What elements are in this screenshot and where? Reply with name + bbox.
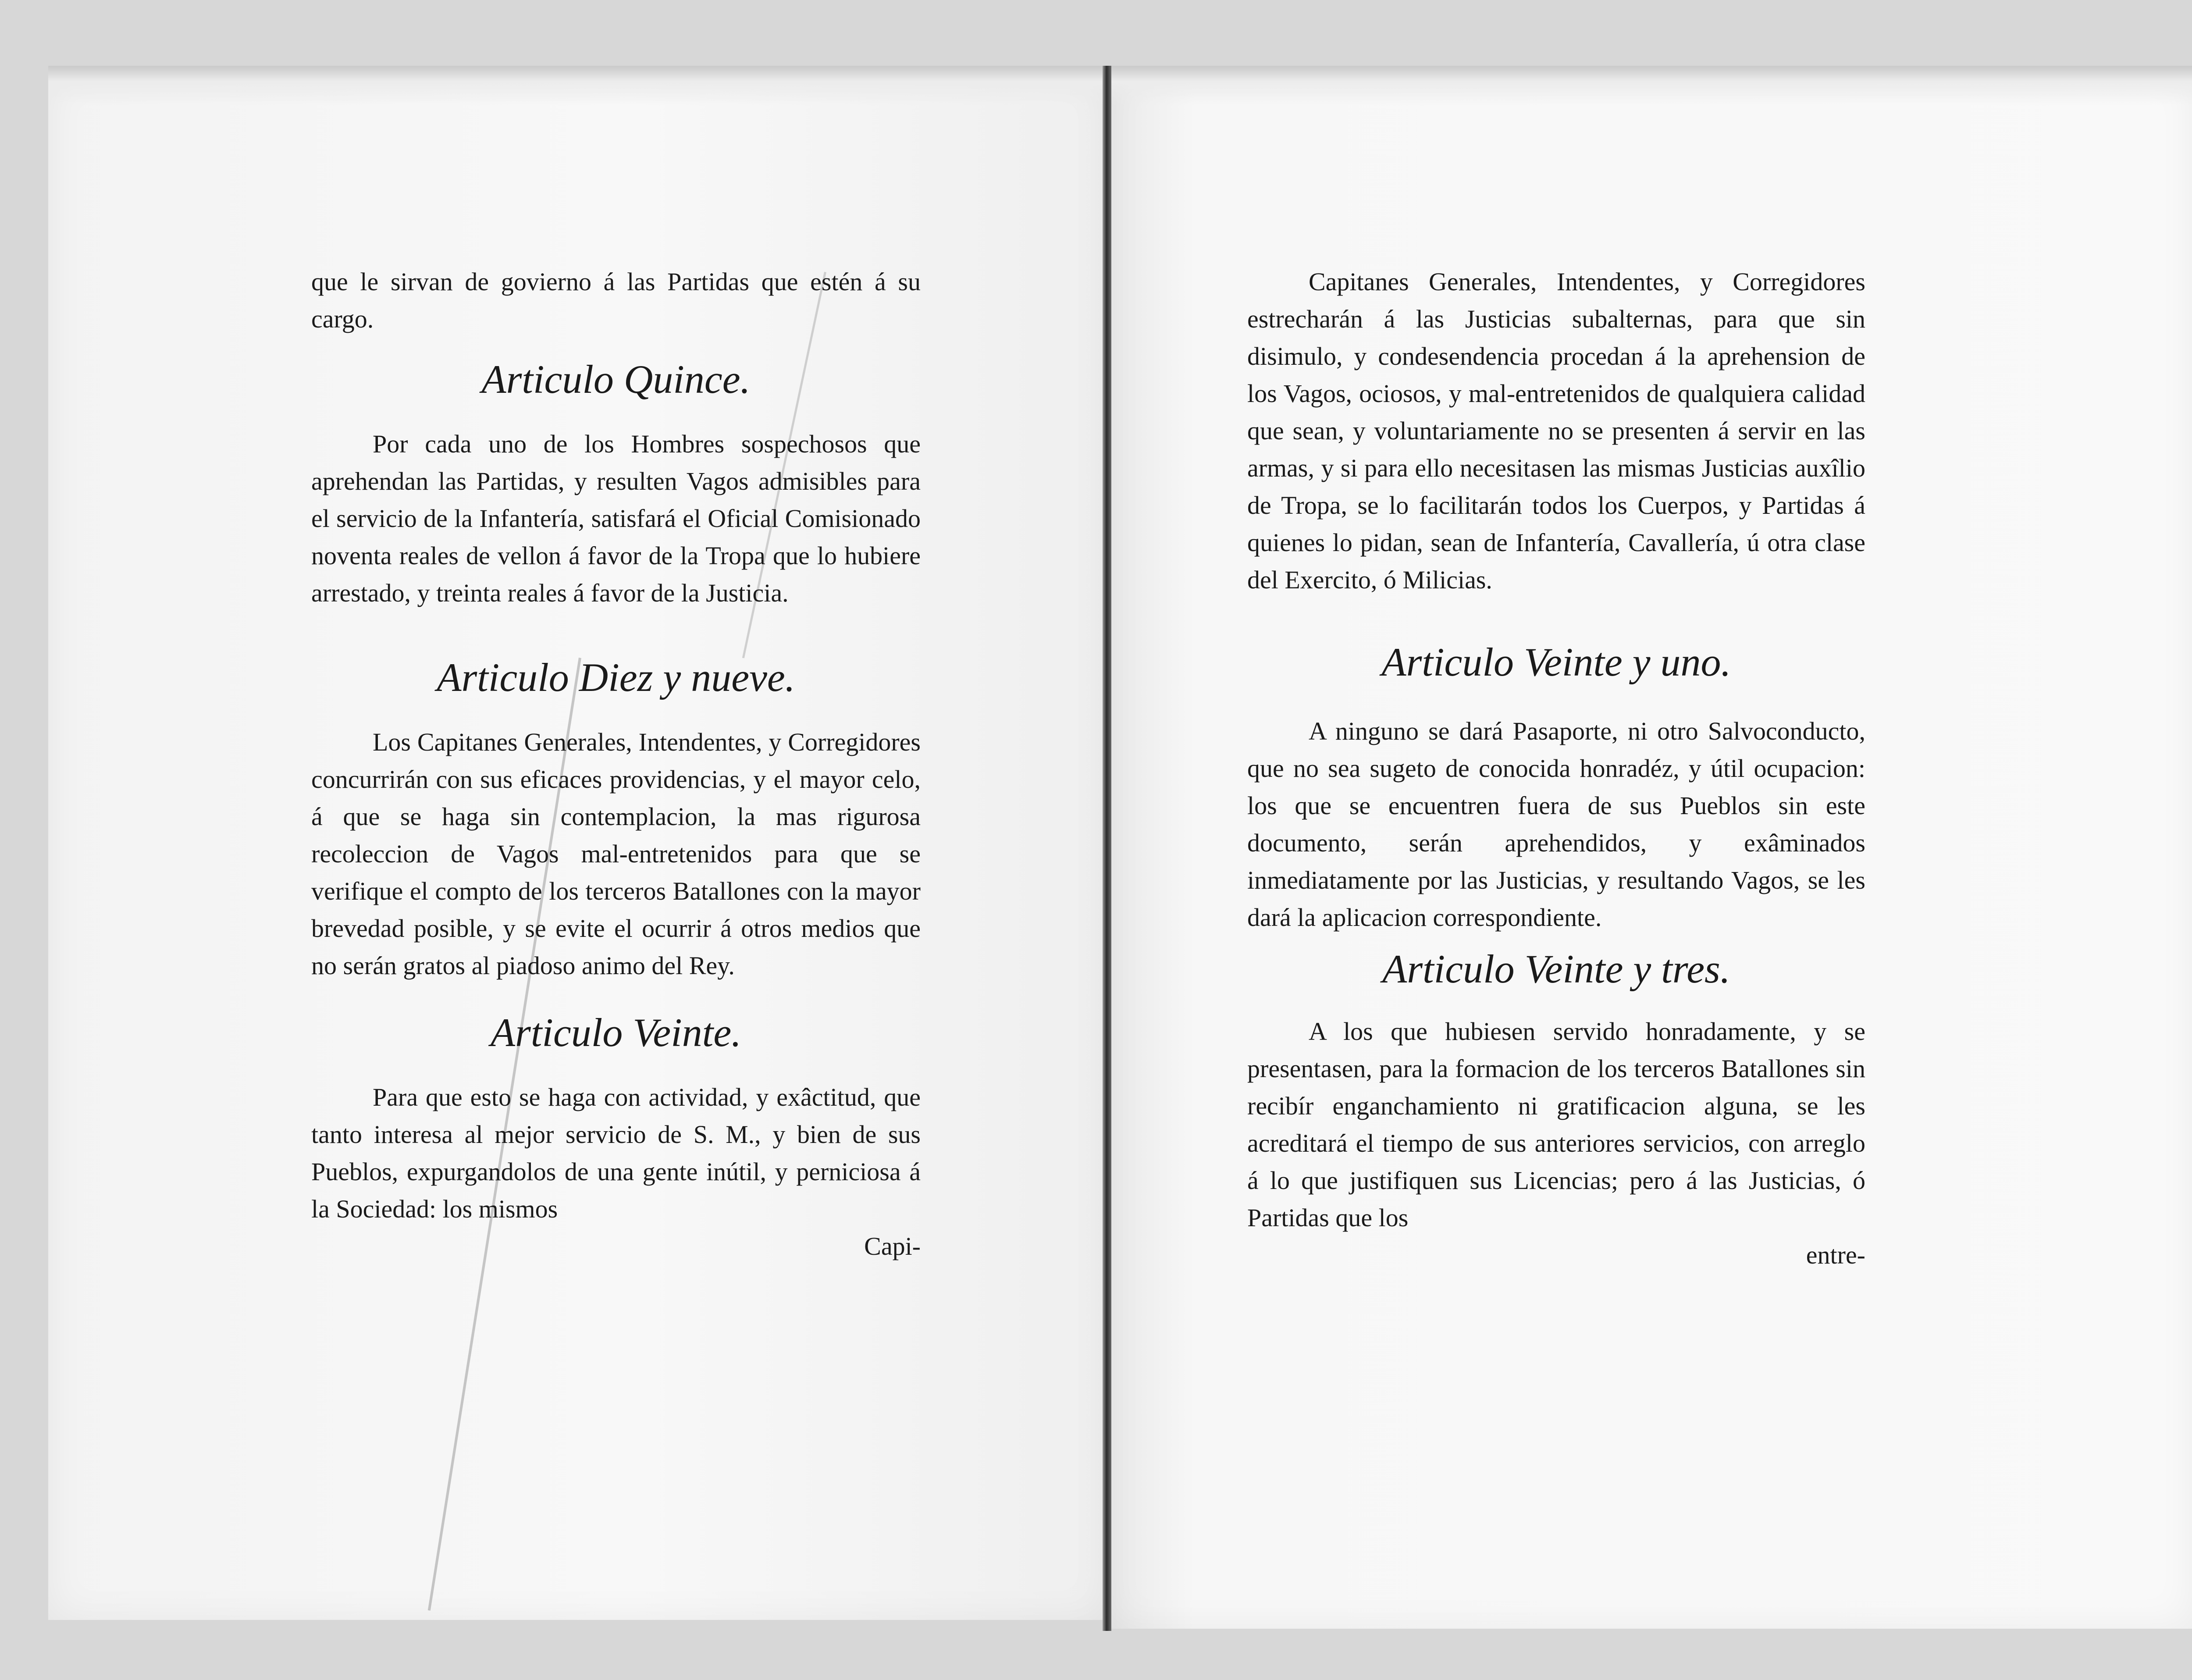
- left-catchword: Capi-: [864, 1232, 921, 1260]
- article-19-text: Los Capitanes Generales, Intendentes, y Corregidores concurrirán con sus eficaces providencias, y el mayor celo, á que se haga sin contemplacion, la mas rigurosa recoleccion de Vagos mal-entretenidos para que se verifique el compto de los terceros Batallones con la mayor brevedad posible, y se evite el ocurrir á otros medios que no serán gratos al piadoso animo del Rey.: [311, 728, 921, 980]
- right-text-column: [1247, 263, 1865, 1274]
- book-gutter: [1103, 66, 1111, 1631]
- right-carryover-text: Capitanes Generales, Intendentes, y Corregidores estrecharán á las Justicias subalternas, para que sin disimulo, y condesendencia procedan á la aprehension de los Vagos, ociosos, y mal-entretenidos de qualquiera calidad que sean, y voluntariamente no se presenten á servir en las armas, y si para ello necesitasen las mismas Justicias auxîlio de Tropa, se lo facilitarán todos los Cuerpos, y Partidas á quienes lo pidan, sean de Infantería, Cavallería, ú otra clase del Exercito, ó Milicias.: [1247, 267, 1865, 594]
- top-fold-shadow: [48, 66, 2192, 105]
- article-23-text: A los que hubiesen servido honradamente, y se presentasen, para la formacion de los terceros Batallones sin recibír enganchamiento ni gratificacion alguna, se les acreditará el tiempo de sus anteriores servicios, con arreglo á lo que justifiquen sus Licencias; pero á las Justicias, ó Partidas que los: [1247, 1017, 1865, 1232]
- article-19-heading: Articulo Diez y nueve.: [437, 655, 795, 700]
- article-15-heading: Articulo Quince.: [481, 357, 751, 402]
- right-catchword: entre-: [1806, 1241, 1865, 1269]
- article-23-heading: Articulo Veinte y tres.: [1382, 947, 1730, 991]
- left-text-column: [311, 263, 921, 1265]
- article-20-heading: Articulo Veinte.: [490, 1010, 742, 1055]
- article-20-text: Para que esto se haga con actividad, y exâctitud, que tanto interesa al mejor servicio de S. M., y bien de sus Pueblos, expurgandolos de una gente inútil, y perniciosa á la Sociedad: los mismos: [311, 1083, 921, 1223]
- article-21-heading: Articulo Veinte y uno.: [1381, 640, 1731, 684]
- left-carryover-text: que le sirvan de govierno á las Partidas que estén á su cargo.: [311, 267, 921, 333]
- article-21-text: A ninguno se dará Pasaporte, ni otro Salvoconducto, que no sea sugeto de conocida honradéz, y útil ocupacion: los que se encuentren fuera de sus Pueblos sin este documento, serán aprehendidos, y exâminados inmediatamente por las Justicias, y resultando Vagos, se les dará la aplicacion correspondiente.: [1247, 717, 1865, 932]
- article-15-text: Por cada uno de los Hombres sospechosos que aprehendan las Partidas, y resulten Vagos admisibles para el servicio de la Infantería, satisfará el Oficial Comisionado noventa reales de vellon á favor de la Tropa que lo hubiere arrestado, y treinta reales á favor de la Justicia.: [311, 430, 921, 607]
